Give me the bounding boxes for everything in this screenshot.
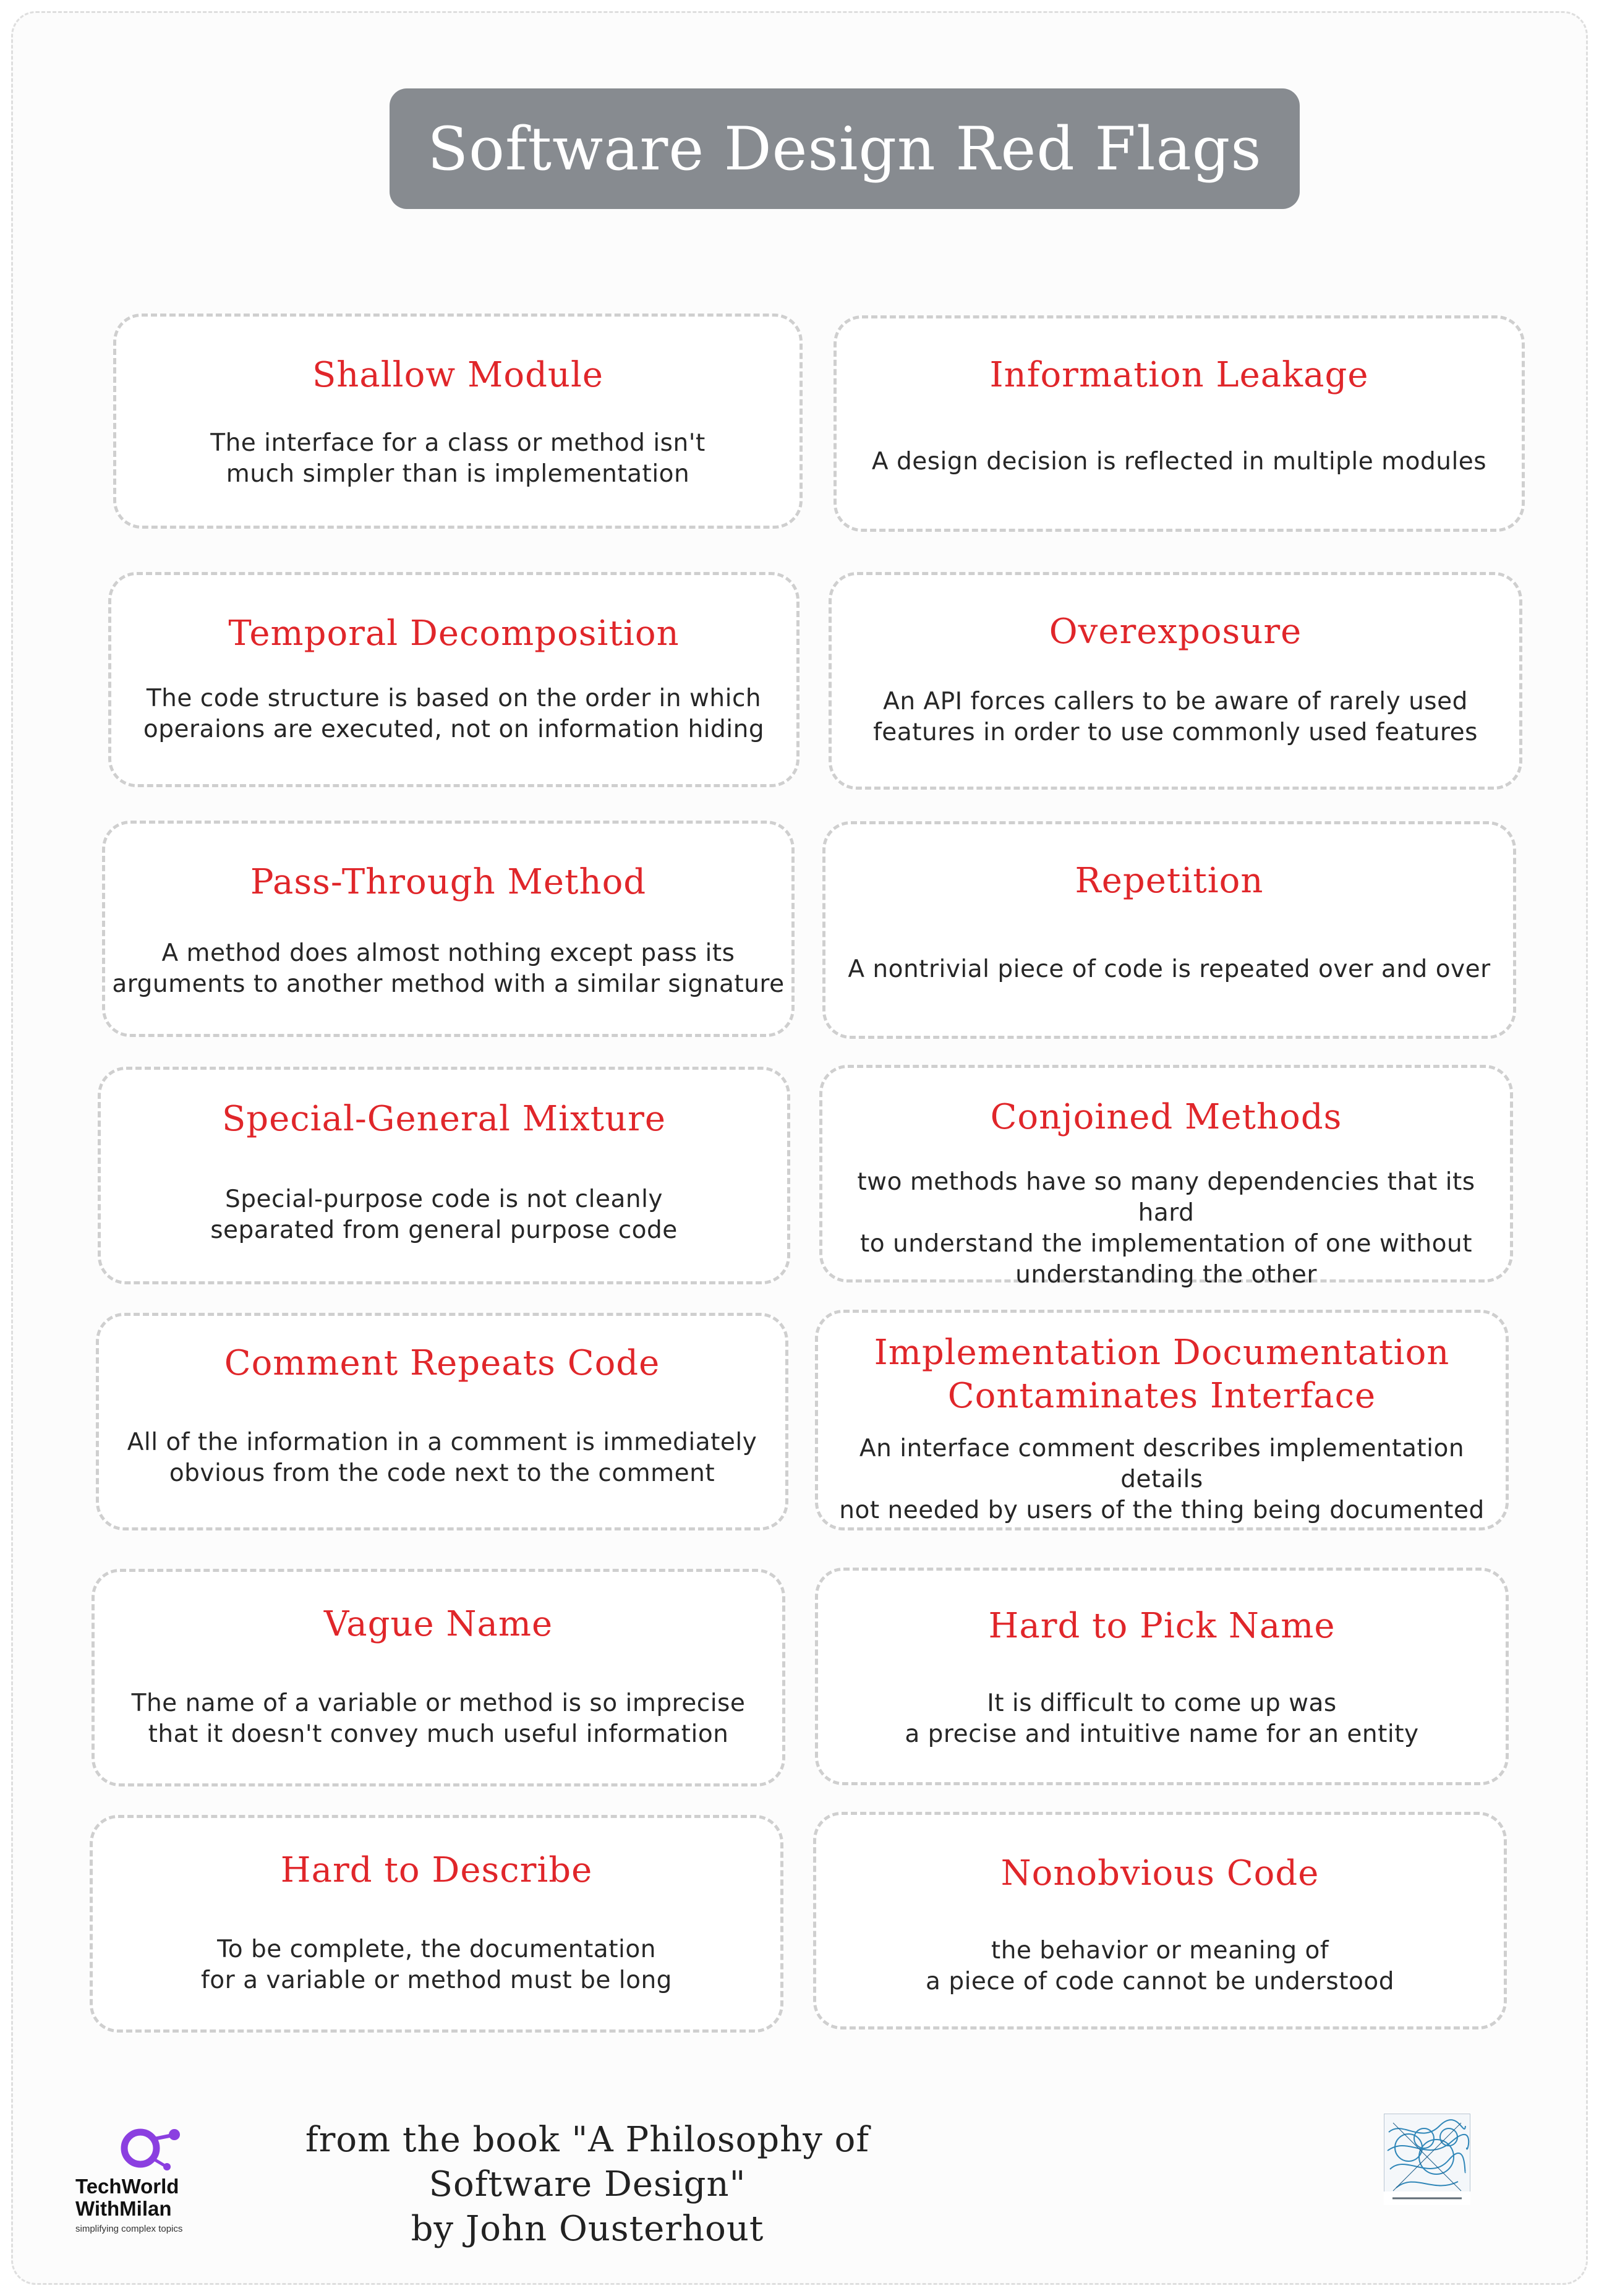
card-title: Shallow Module (312, 355, 604, 395)
logo-line1: TechWorld (75, 2175, 179, 2198)
card-description: The name of a variable or method is so imprecise that it doesn't convey much useful information (131, 1689, 746, 1748)
card-description: A design decision is reflected in multiple modules (871, 448, 1487, 476)
card-title: Conjoined Methods (990, 1097, 1342, 1137)
card-description: All of the information in a comment is immediately obvious from the code next to the comment (127, 1428, 757, 1487)
logo-name (75, 2175, 179, 2220)
card-description: The interface for a class or method isn't much simpler than is implementation (210, 429, 706, 488)
card-description: Special-purpose code is not cleanly separated from general purpose code (210, 1185, 678, 1244)
logo-tagline: simplifying complex topics (75, 2224, 183, 2234)
card-description: To be complete, the documentation for a variable or method must be long (201, 1935, 672, 1994)
card-hard-to-describe (90, 1815, 783, 2033)
card-conjoined-methods (819, 1065, 1513, 1289)
card-information-leakage (834, 315, 1525, 532)
card-title: Pass-Through Method (250, 862, 647, 902)
card-title: Comment Repeats Code (224, 1343, 660, 1383)
card-hard-to-pick-name (815, 1568, 1509, 1785)
card-vague-name (92, 1569, 785, 1786)
card-repetition (822, 821, 1516, 1039)
card-comment-repeats-code (96, 1313, 788, 1530)
card-description: two methods have so many dependencies that its hard to understand the implementation of one without understanding the other (857, 1168, 1475, 1289)
card-title: Information Leakage (989, 355, 1369, 395)
card-title: Nonobvious Code (1000, 1853, 1320, 1893)
card-title: Temporal Decomposition (228, 613, 680, 654)
logo-line2: WithMilan (75, 2197, 172, 2220)
card-description: A method does almost nothing except pass its arguments to another method with a similar signature (112, 939, 785, 998)
card-title: Overexposure (1049, 612, 1302, 652)
card-description: The code structure is based on the order in which operaions are executed, not on information hiding (143, 685, 765, 743)
attribution-line1: from the book "A Philosophy of Software Design" (305, 2120, 870, 2204)
attribution-line2: by John Ousterhout (411, 2209, 764, 2249)
card-special-general-mixture (98, 1067, 790, 1284)
card-description: It is difficult to come up was a precise and intuitive name for an entity (905, 1689, 1419, 1748)
card-pass-through-method (102, 821, 795, 1037)
card-title: Implementation Documentation Contaminates Interface (874, 1333, 1450, 1416)
card-description: A nontrivial piece of code is repeated over and over (848, 955, 1491, 983)
card-description: the behavior or meaning of a piece of code cannot be understood (926, 1937, 1394, 1995)
card-title: Hard to Pick Name (988, 1606, 1336, 1646)
card-title: Hard to Describe (280, 1850, 593, 1890)
book-attribution (247, 2118, 927, 2251)
techworld-logo (69, 2125, 218, 2236)
card-description: An interface comment describes implementation details not needed by users of the thing being documented (839, 1435, 1485, 1524)
card-nonobvious-code (813, 1812, 1507, 2029)
card-overexposure (829, 572, 1522, 790)
card-title: Repetition (1075, 861, 1264, 901)
book-cover-image (1384, 2114, 1470, 2205)
logo-rings-icon (113, 2125, 187, 2174)
page-title (390, 88, 1300, 209)
card-title: Special-General Mixture (221, 1099, 667, 1139)
card-temporal-decomposition (108, 572, 800, 787)
card-description: An API forces callers to be aware of rarely used features in order to use commonly used features (873, 688, 1478, 746)
card-implementation-documentation (815, 1310, 1509, 1530)
card-shallow-module (113, 314, 803, 529)
card-title: Vague Name (323, 1604, 553, 1644)
page-title-text: Software Design Red Flags (427, 114, 1262, 184)
